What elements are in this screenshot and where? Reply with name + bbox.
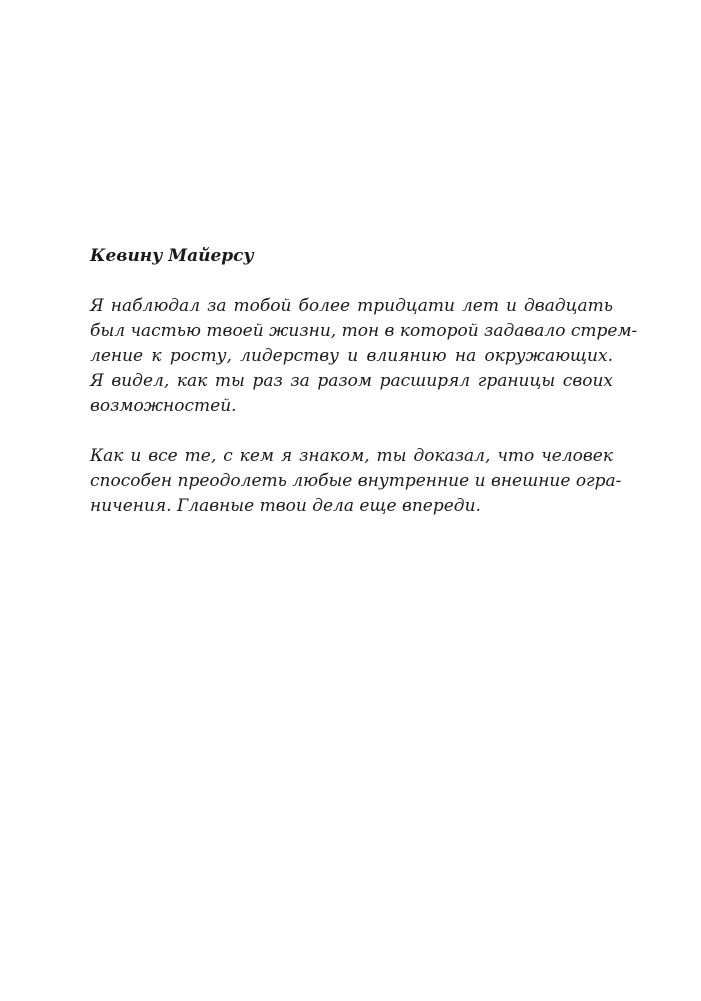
text-line: возможностей.: [90, 396, 237, 416]
dedication-paragraph-1: [90, 294, 638, 419]
text-line: Как и все те, с кем я знаком, ты доказал, что человек: [90, 446, 613, 466]
text-line: ление к росту, лидерству и влиянию на окружающих.: [90, 346, 613, 366]
dedication-block: [90, 244, 638, 544]
text-line: ничения. Главные твои дела еще впереди.: [90, 496, 481, 516]
text-line: был частью твоей жизни, тон в которой задавало стрем-: [90, 321, 638, 341]
dedication-paragraph-2: [90, 444, 622, 519]
text-line: Я видел, как ты раз за разом расширял границы своих: [90, 371, 613, 391]
text-line: Я наблюдал за тобой более тридцати лет и двадцать: [90, 296, 613, 316]
text-line: способен преодолеть любые внутренние и внешние огра-: [90, 471, 622, 491]
dedication-title: Кевину Майерсу: [90, 246, 254, 266]
